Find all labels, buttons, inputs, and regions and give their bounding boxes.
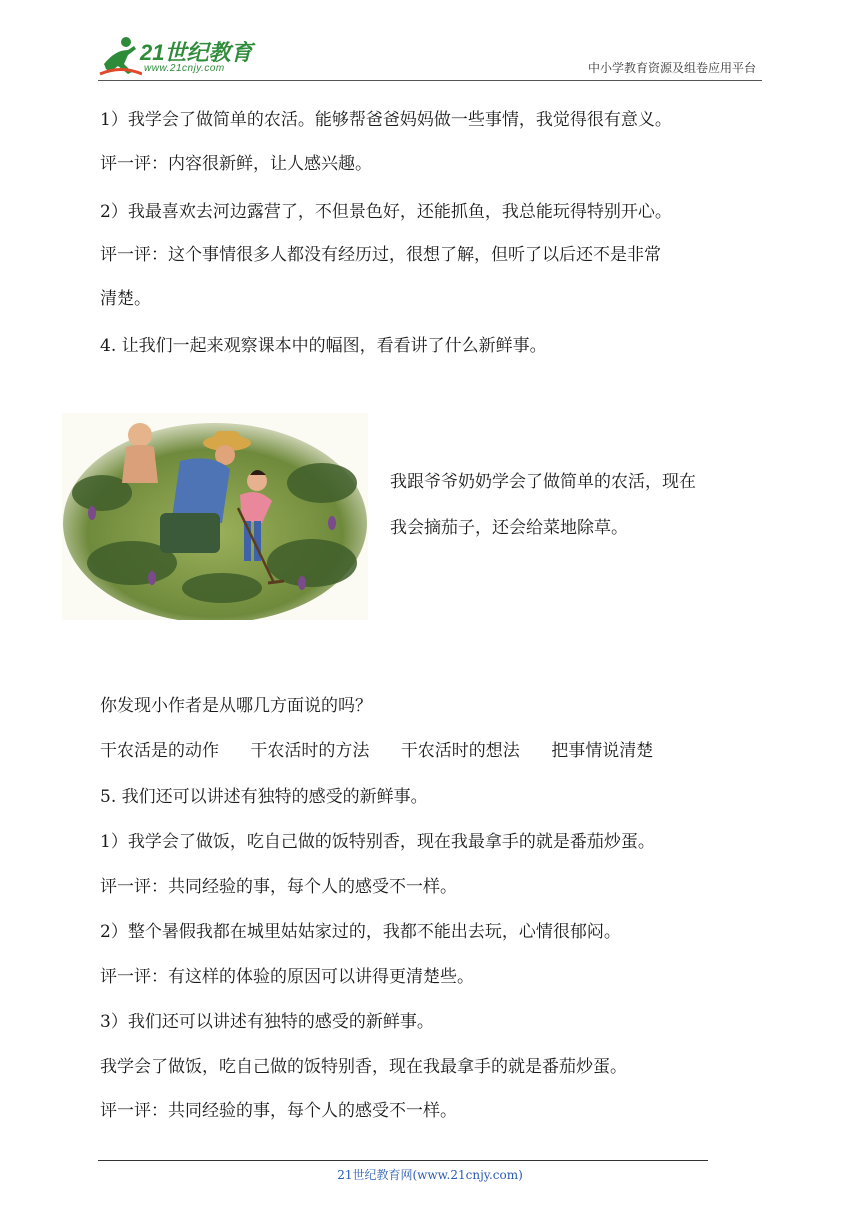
section-heading: 5. 我们还可以讲述有独特的感受的新鲜事。 [100, 787, 428, 807]
paragraph-line: 评一评：内容很新鲜，让人感兴趣。 [100, 154, 372, 174]
answer-options [100, 740, 679, 762]
logo-url: www.21cnjy.com [144, 63, 225, 74]
paragraph-line: 清楚。 [100, 289, 151, 309]
option-item: 干农活时的想法 [400, 741, 520, 761]
section-heading: 4. 让我们一起来观察课本中的幅图，看看讲了什么新鲜事。 [100, 336, 547, 356]
paragraph-line: 1）我学会了做饭，吃自己做的饭特别香，现在我最拿手的就是番茄炒蛋。 [100, 832, 655, 852]
paragraph-line: 评一评：共同经验的事，每个人的感受不一样。 [100, 1101, 457, 1121]
paragraph-line: 评一评：共同经验的事，每个人的感受不一样。 [100, 877, 457, 897]
paragraph-line: 我学会了做饭，吃自己做的饭特别香，现在我最拿手的就是番茄炒蛋。 [100, 1057, 627, 1077]
option-item: 干农活时的方法 [250, 741, 370, 761]
footer-divider [98, 1160, 708, 1161]
page-header [98, 30, 760, 80]
farm-illustration-image [62, 413, 368, 620]
illustration-caption-line: 我会摘茄子，还会给菜地除草。 [390, 518, 628, 538]
footer-link[interactable]: 21世纪教育网(www.21cnjy.com) [337, 1168, 523, 1182]
illustration-caption-line: 我跟爷爷奶奶学会了做简单的农活，现在 [390, 472, 696, 492]
paragraph-line: 评一评：有这样的体验的原因可以讲得更清楚些。 [100, 967, 474, 987]
question-line: 你发现小作者是从哪几方面说的吗？ [100, 696, 372, 716]
site-logo[interactable] [98, 34, 268, 78]
paragraph-line: 2）我最喜欢去河边露营了，不但景色好，还能抓鱼，我总能玩得特别开心。 [100, 202, 672, 222]
paragraph-line: 1）我学会了做简单的农活。能够帮爸爸妈妈做一些事情，我觉得很有意义。 [100, 110, 672, 130]
paragraph-line: 评一评：这个事情很多人都没有经历过，很想了解，但听了以后还不是非常 [100, 245, 661, 265]
runner-logo-icon [98, 34, 142, 78]
paragraph-line: 2）整个暑假我都在城里姑姑家过的，我都不能出去玩，心情很郁闷。 [100, 922, 621, 942]
paragraph-line: 3）我们还可以讲述有独特的感受的新鲜事。 [100, 1012, 434, 1032]
logo-title: 21世纪教育 [140, 40, 253, 65]
option-item: 把事情说清楚 [551, 741, 654, 761]
header-divider [98, 80, 762, 81]
option-item: 干农活是的动作 [100, 741, 219, 761]
platform-slogan: 中小学教育资源及组卷应用平台 [587, 61, 756, 75]
